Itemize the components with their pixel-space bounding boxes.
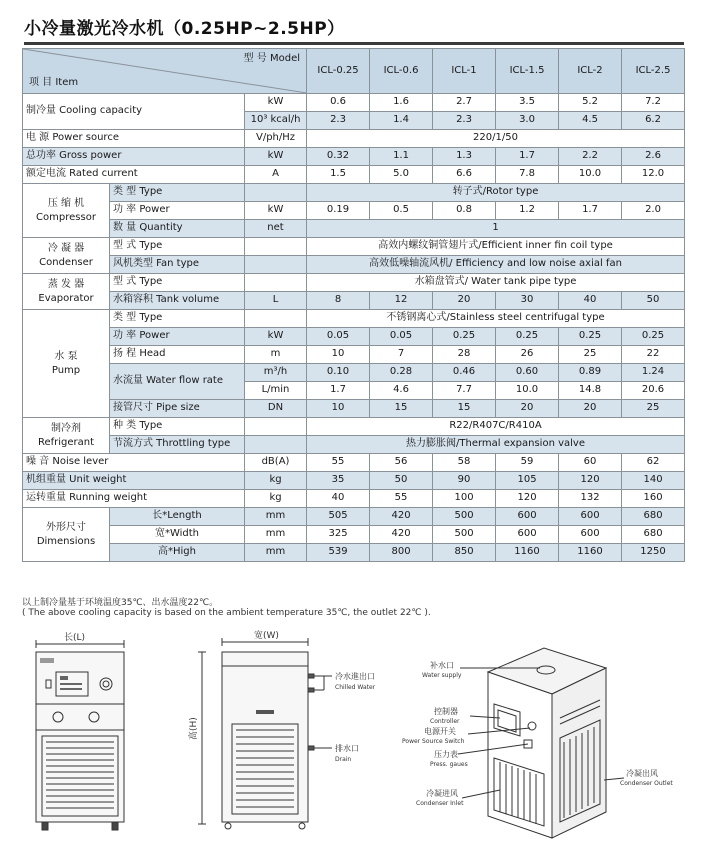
unit-cell: kW <box>245 148 307 166</box>
value-cell: 58 <box>433 454 496 472</box>
value-cell: 0.89 <box>559 364 622 382</box>
noise-label: 噪 音 Noise lever <box>23 454 245 472</box>
condenser-group-cn: 冷 凝 器 <box>47 243 85 254</box>
chilled-water-label-en: Chilled Water <box>335 684 376 691</box>
value-cell: 0.5 <box>370 202 433 220</box>
value-cell: 1.6 <box>370 94 433 112</box>
value-cell: 1.7 <box>307 382 370 400</box>
table-row <box>23 328 685 346</box>
sub-label: 类 型 Type <box>110 310 245 328</box>
sub-label: 高*High <box>110 544 245 562</box>
compressor-group-cn: 压 缩 机 <box>47 198 85 209</box>
value-cell: 120 <box>559 472 622 490</box>
value-cell: 680 <box>622 526 685 544</box>
product-drawings <box>0 628 707 844</box>
value-cell: 7.7 <box>433 382 496 400</box>
value-cell: 30 <box>496 292 559 310</box>
value-cell: 680 <box>622 508 685 526</box>
value-cell: 20 <box>496 400 559 418</box>
value-cell: 20.6 <box>622 382 685 400</box>
note-cn: 以上制冷量基于环境温度35℃、出水温度22℃。 <box>22 598 219 608</box>
refrigerant-group-en: Refrigerant <box>37 436 95 448</box>
evaporator-group <box>23 274 110 310</box>
value-cell: 59 <box>496 454 559 472</box>
value-cell: 105 <box>496 472 559 490</box>
table-row <box>23 130 685 148</box>
table-row <box>23 94 685 112</box>
table-row <box>23 472 685 490</box>
value-cell: 0.46 <box>433 364 496 382</box>
value-cell: 10.0 <box>496 382 559 400</box>
value-cell: 5.0 <box>370 166 433 184</box>
value-cell: 539 <box>307 544 370 562</box>
value-cell: 10 <box>307 346 370 364</box>
controller-label-en: Controller <box>430 718 460 725</box>
unit-cell <box>245 256 307 274</box>
sub-label: 节流方式 Throttling type <box>110 436 245 454</box>
table-row <box>23 436 685 454</box>
table-row <box>23 148 685 166</box>
condenser-inlet-label-cn: 冷凝进风 <box>426 789 458 798</box>
value-cell: 0.05 <box>307 328 370 346</box>
value-cell: 1.7 <box>496 148 559 166</box>
width-dimension-label: 宽(W) <box>254 631 279 641</box>
value-cell: 1160 <box>496 544 559 562</box>
sub-label: 型 式 Type <box>110 238 245 256</box>
unit-cell <box>245 310 307 328</box>
value-cell: 1.3 <box>433 148 496 166</box>
condenser-fan-value: 高效低噪轴流风机/ Efficiency and low noise axial fan <box>307 256 685 274</box>
table-row <box>23 274 685 292</box>
unit-cell <box>245 436 307 454</box>
value-cell: 26 <box>496 346 559 364</box>
model-col-header: ICL-1 <box>433 49 496 94</box>
unit-cell <box>245 274 307 292</box>
value-cell: 20 <box>559 400 622 418</box>
value-cell: 500 <box>433 508 496 526</box>
value-cell: 10 <box>307 400 370 418</box>
value-cell: 3.5 <box>496 94 559 112</box>
value-cell: 15 <box>433 400 496 418</box>
value-cell: 55 <box>307 454 370 472</box>
refrigerant-group-cn: 制冷剂 <box>51 423 81 434</box>
chilled-water-label-cn: 冷水進出口 <box>335 672 375 681</box>
sub-label: 水流量 Water flow rate <box>110 364 245 400</box>
header-row <box>23 49 685 94</box>
controller-label-cn: 控制器 <box>434 707 458 716</box>
sub-label: 类 型 Type <box>110 184 245 202</box>
value-cell: 420 <box>370 526 433 544</box>
value-cell: 8 <box>307 292 370 310</box>
value-cell: 2.7 <box>433 94 496 112</box>
value-cell: 600 <box>496 526 559 544</box>
unit-cell: m³/h <box>245 364 307 382</box>
value-cell: 4.6 <box>370 382 433 400</box>
value-cell: 1.7 <box>559 202 622 220</box>
value-cell: 20 <box>433 292 496 310</box>
condenser-outlet-label-en: Condenser Outlet <box>620 780 673 787</box>
sub-label: 长*Length <box>110 508 245 526</box>
value-cell: 2.2 <box>559 148 622 166</box>
side-view-drawing <box>198 638 332 829</box>
pump-group-cn: 水 泵 <box>54 351 78 362</box>
value-cell: 2.3 <box>307 112 370 130</box>
value-cell: 12.0 <box>622 166 685 184</box>
value-cell: 500 <box>433 526 496 544</box>
condenser-outlet-label-cn: 冷凝出风 <box>626 769 658 778</box>
table-row <box>23 184 685 202</box>
compressor-qty-value: 1 <box>307 220 685 238</box>
value-cell: 12 <box>370 292 433 310</box>
unit-cell: kg <box>245 490 307 508</box>
value-cell: 2.0 <box>622 202 685 220</box>
power-switch-label-en: Power Source Switch <box>402 738 465 745</box>
value-cell: 132 <box>559 490 622 508</box>
value-cell: 7.2 <box>622 94 685 112</box>
value-cell: 140 <box>622 472 685 490</box>
header-model-label: 型 号 Model <box>243 53 301 64</box>
condenser-group-en: Condenser <box>39 256 93 268</box>
rated-current-label: 额定电流 Rated current <box>23 166 245 184</box>
value-cell: 2.3 <box>433 112 496 130</box>
pump-group <box>23 310 110 418</box>
value-cell: 600 <box>559 526 622 544</box>
unit-cell: L/min <box>245 382 307 400</box>
title-rule <box>24 42 684 45</box>
table-row <box>23 364 685 382</box>
value-cell: 10.0 <box>559 166 622 184</box>
value-cell: 62 <box>622 454 685 472</box>
running-weight-label: 运转重量 Running weight <box>23 490 245 508</box>
condenser-group <box>23 238 110 274</box>
sub-label: 功 率 Power <box>110 202 245 220</box>
value-cell: 7.8 <box>496 166 559 184</box>
value-cell: 25 <box>622 400 685 418</box>
unit-cell: mm <box>245 544 307 562</box>
unit-cell: kW <box>245 328 307 346</box>
table-row <box>23 400 685 418</box>
table-row <box>23 166 685 184</box>
spec-table <box>22 48 685 562</box>
value-cell: 35 <box>307 472 370 490</box>
value-cell: 40 <box>559 292 622 310</box>
value-cell: 505 <box>307 508 370 526</box>
power-source-value: 220/1/50 <box>307 130 685 148</box>
value-cell: 25 <box>559 346 622 364</box>
value-cell: 0.10 <box>307 364 370 382</box>
evaporator-type-value: 水箱盘管式/ Water tank pipe type <box>307 274 685 292</box>
value-cell: 0.28 <box>370 364 433 382</box>
cooling-capacity-label: 制冷量 Cooling capacity <box>23 94 245 130</box>
table-row <box>23 256 685 274</box>
table-row <box>23 490 685 508</box>
power-switch-label-cn: 电源开关 <box>424 727 456 736</box>
table-row <box>23 238 685 256</box>
unit-cell: A <box>245 166 307 184</box>
unit-cell: kg <box>245 472 307 490</box>
value-cell: 120 <box>496 490 559 508</box>
sub-label: 数 量 Quantity <box>110 220 245 238</box>
value-cell: 1160 <box>559 544 622 562</box>
value-cell: 0.25 <box>622 328 685 346</box>
model-col-header: ICL-0.6 <box>370 49 433 94</box>
condenser-type-value: 高效内螺纹铜管翅片式/Efficient inner fin coil type <box>307 238 685 256</box>
value-cell: 28 <box>433 346 496 364</box>
unit-cell: L <box>245 292 307 310</box>
value-cell: 50 <box>622 292 685 310</box>
table-row <box>23 292 685 310</box>
value-cell: 1.24 <box>622 364 685 382</box>
value-cell: 55 <box>370 490 433 508</box>
drain-label-en: Drain <box>335 756 352 763</box>
value-cell: 50 <box>370 472 433 490</box>
header-item-label: 项 目 Item <box>29 76 79 88</box>
condenser-inlet-label-en: Condenser Inlet <box>416 800 464 807</box>
value-cell: 0.25 <box>496 328 559 346</box>
refrigerant-throttle-value: 热力膨胀阀/Thermal expansion valve <box>307 436 685 454</box>
unit-cell: mm <box>245 526 307 544</box>
value-cell: 5.2 <box>559 94 622 112</box>
unit-cell: kW <box>245 94 307 112</box>
value-cell: 0.60 <box>496 364 559 382</box>
sub-label: 风机类型 Fan type <box>110 256 245 274</box>
front-view-drawing <box>36 640 124 830</box>
model-col-header: ICL-2 <box>559 49 622 94</box>
value-cell: 3.0 <box>496 112 559 130</box>
drain-label-cn: 排水口 <box>335 744 359 753</box>
value-cell: 0.8 <box>433 202 496 220</box>
value-cell: 0.19 <box>307 202 370 220</box>
pump-type-value: 不锈钢离心式/Stainless steel centrifugal type <box>307 310 685 328</box>
evaporator-group-cn: 蒸 发 器 <box>47 279 85 290</box>
value-cell: 2.6 <box>622 148 685 166</box>
refrigerant-group <box>23 418 110 454</box>
compressor-group-en: Compressor <box>36 211 96 223</box>
sub-label: 种 类 Type <box>110 418 245 436</box>
value-cell: 0.05 <box>370 328 433 346</box>
unit-cell: V/ph/Hz <box>245 130 307 148</box>
sub-label: 宽*Width <box>110 526 245 544</box>
value-cell: 6.2 <box>622 112 685 130</box>
water-supply-label-cn: 补水口 <box>430 661 454 670</box>
unit-cell: net <box>245 220 307 238</box>
model-col-header: ICL-2.5 <box>622 49 685 94</box>
value-cell: 22 <box>622 346 685 364</box>
note-en: ( The above cooling capacity is based on the ambient temperature 35℃, the outlet 22℃ ). <box>22 608 431 618</box>
sub-label: 扬 程 Head <box>110 346 245 364</box>
unit-cell <box>245 418 307 436</box>
value-cell: 4.5 <box>559 112 622 130</box>
value-cell: 800 <box>370 544 433 562</box>
value-cell: 0.32 <box>307 148 370 166</box>
table-row <box>23 418 685 436</box>
table-row <box>23 310 685 328</box>
unit-weight-label: 机组重量 Unit weight <box>23 472 245 490</box>
table-row <box>23 508 685 526</box>
value-cell: 90 <box>433 472 496 490</box>
model-col-header: ICL-0.25 <box>307 49 370 94</box>
table-row <box>23 346 685 364</box>
value-cell: 6.6 <box>433 166 496 184</box>
sub-label: 水箱容积 Tank volume <box>110 292 245 310</box>
unit-cell <box>245 238 307 256</box>
value-cell: 325 <box>307 526 370 544</box>
value-cell: 100 <box>433 490 496 508</box>
unit-cell: m <box>245 346 307 364</box>
value-cell: 1.2 <box>496 202 559 220</box>
power-source-label: 电 源 Power source <box>23 130 245 148</box>
unit-cell: mm <box>245 508 307 526</box>
value-cell: 420 <box>370 508 433 526</box>
table-row <box>23 526 685 544</box>
value-cell: 0.25 <box>559 328 622 346</box>
value-cell: 1.4 <box>370 112 433 130</box>
compressor-group <box>23 184 110 238</box>
value-cell: 1250 <box>622 544 685 562</box>
unit-cell: DN <box>245 400 307 418</box>
compressor-type-value: 转子式/Rotor type <box>307 184 685 202</box>
unit-cell: kW <box>245 202 307 220</box>
dimensions-group <box>23 508 110 562</box>
dimensions-group-cn: 外形尺寸 <box>46 522 86 533</box>
value-cell: 60 <box>559 454 622 472</box>
refrigerant-type-value: R22/R407C/R410A <box>307 418 685 436</box>
evaporator-group-en: Evaporator <box>38 292 94 304</box>
table-row <box>23 544 685 562</box>
value-cell: 1.5 <box>307 166 370 184</box>
pump-group-en: Pump <box>51 364 81 376</box>
gross-power-label: 总功率 Gross power <box>23 148 245 166</box>
sub-label: 接管尺寸 Pipe size <box>110 400 245 418</box>
value-cell: 56 <box>370 454 433 472</box>
value-cell: 1.1 <box>370 148 433 166</box>
model-col-header: ICL-1.5 <box>496 49 559 94</box>
header-corner <box>23 49 307 94</box>
value-cell: 600 <box>559 508 622 526</box>
dimensions-group-en: Dimensions <box>36 535 96 547</box>
unit-cell: 10³ kcal/h <box>245 112 307 130</box>
value-cell: 15 <box>370 400 433 418</box>
value-cell: 160 <box>622 490 685 508</box>
value-cell: 850 <box>433 544 496 562</box>
value-cell: 0.25 <box>433 328 496 346</box>
value-cell: 0.6 <box>307 94 370 112</box>
press-gauge-label-cn: 压力表 <box>434 750 458 759</box>
height-dimension-label: 高(H) <box>189 717 199 740</box>
table-row <box>23 454 685 472</box>
press-gauge-label-en: Press. gaues <box>430 761 468 768</box>
table-row <box>23 202 685 220</box>
sub-label: 型 式 Type <box>110 274 245 292</box>
unit-cell: dB(A) <box>245 454 307 472</box>
length-dimension-label: 长(L) <box>64 633 86 643</box>
value-cell: 600 <box>496 508 559 526</box>
page-title: 小冷量激光冷水机（0.25HP~2.5HP） <box>24 19 345 39</box>
unit-cell <box>245 184 307 202</box>
water-supply-label-en: Water supply <box>422 672 462 679</box>
sub-label: 功 率 Power <box>110 328 245 346</box>
table-row <box>23 220 685 238</box>
isometric-view-drawing <box>458 648 624 838</box>
value-cell: 40 <box>307 490 370 508</box>
value-cell: 7 <box>370 346 433 364</box>
value-cell: 14.8 <box>559 382 622 400</box>
